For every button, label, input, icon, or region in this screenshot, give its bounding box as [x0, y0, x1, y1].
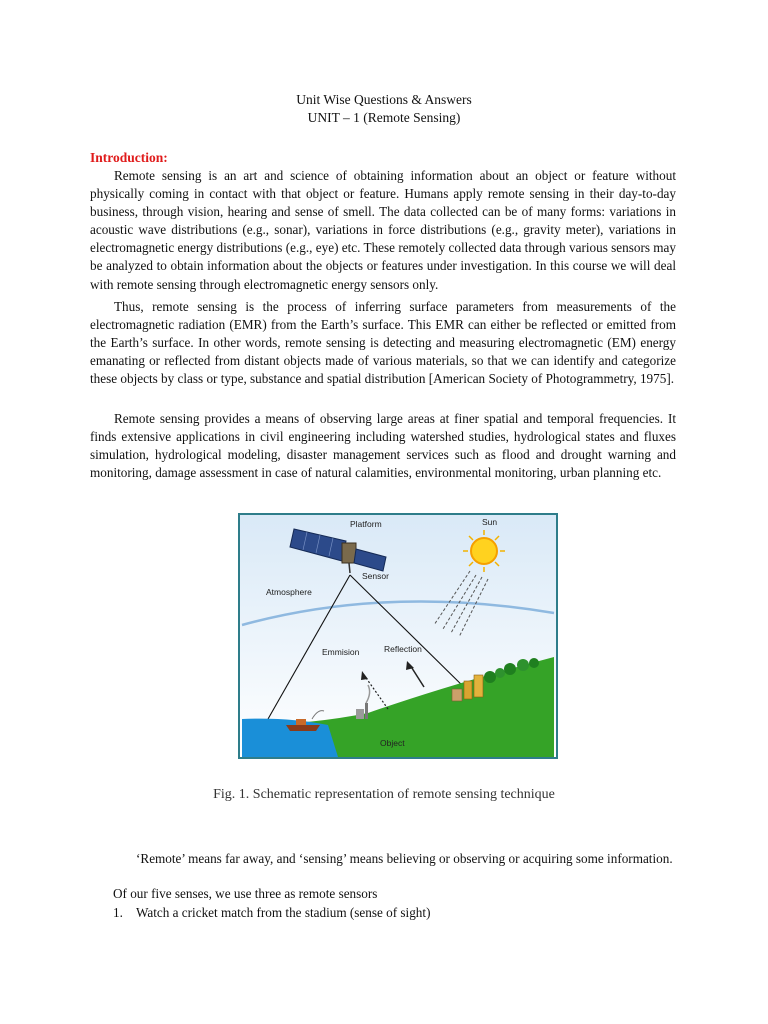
- remote-sensing-diagram: [238, 513, 558, 759]
- atmosphere-label: Atmosphere: [266, 587, 312, 597]
- platform-label: Platform: [350, 519, 382, 529]
- document-title: Unit Wise Questions & Answers: [296, 92, 472, 107]
- list-item-number: 1.: [113, 905, 123, 920]
- reflection-label: Reflection: [384, 644, 422, 654]
- sun-label: Sun: [482, 517, 498, 527]
- intro-paragraph-1: Remote sensing is an art and science of obtaining information about an object or feature without physically coming in contact with that object or feature. Humans apply remote sensing in their day-to-day business, through vision, hearing and sense of smell. The data collected can be of many forms: variations in acoustic wave distributions (e.g., sonar), variations in force distributions (e.g., gravity meter), variations in electromagnetic energy distributions (e.g., eye) etc. These remotely collected data through various sensors may be analyzed to obtain information about the objects or features under investigation. In this course we will deal with remote sensing through electromagnetic energy sensors only.: [90, 168, 676, 292]
- figure-caption: Fig. 1. Schematic representation of remote sensing technique: [213, 787, 555, 802]
- remote-definition-paragraph: ‘Remote’ means far away, and ‘sensing’ means believing or observing or acquiring some information.: [136, 851, 673, 866]
- remote-sensing-figure: [238, 513, 558, 759]
- senses-line: Of our five senses, we use three as remote sensors: [113, 886, 378, 901]
- introduction-heading: Introduction:: [90, 150, 168, 165]
- water-body: [242, 719, 338, 757]
- list-item-text: Watch a cricket match from the stadium (sense of sight): [136, 905, 431, 920]
- intro-paragraph-2: Thus, remote sensing is the process of inferring surface parameters from measurements of the electromagnetic radiation (EMR) from the Earth’s surface. This EMR can either be reflected or emitted from the Earth’s surface. In other words, remote sensing is detecting and measuring electromagnetic (EM) energy emanating or reflected from distant objects made of various materials, so that we can identify and categorize these objects by class or type, substance and spatial distribution [American Society of Photogrammetry, 1975].: [90, 299, 676, 387]
- sensor-label: Sensor: [362, 571, 389, 581]
- object-label: Object: [380, 738, 405, 748]
- unit-title: UNIT – 1 (Remote Sensing): [307, 110, 461, 125]
- list-item: [113, 905, 430, 921]
- intro-paragraph-3: Remote sensing provides a means of observing large areas at finer spatial and temporal frequencies. It finds extensive applications in civil engineering including watershed studies, hydrological states and fluxes simulation, hydrological modeling, disaster management services such as flood and drought warning and monitoring, damage assessment in case of natural calamities, environmental monitoring, urban planning etc.: [90, 411, 676, 481]
- emission-label: Emmision: [322, 647, 360, 657]
